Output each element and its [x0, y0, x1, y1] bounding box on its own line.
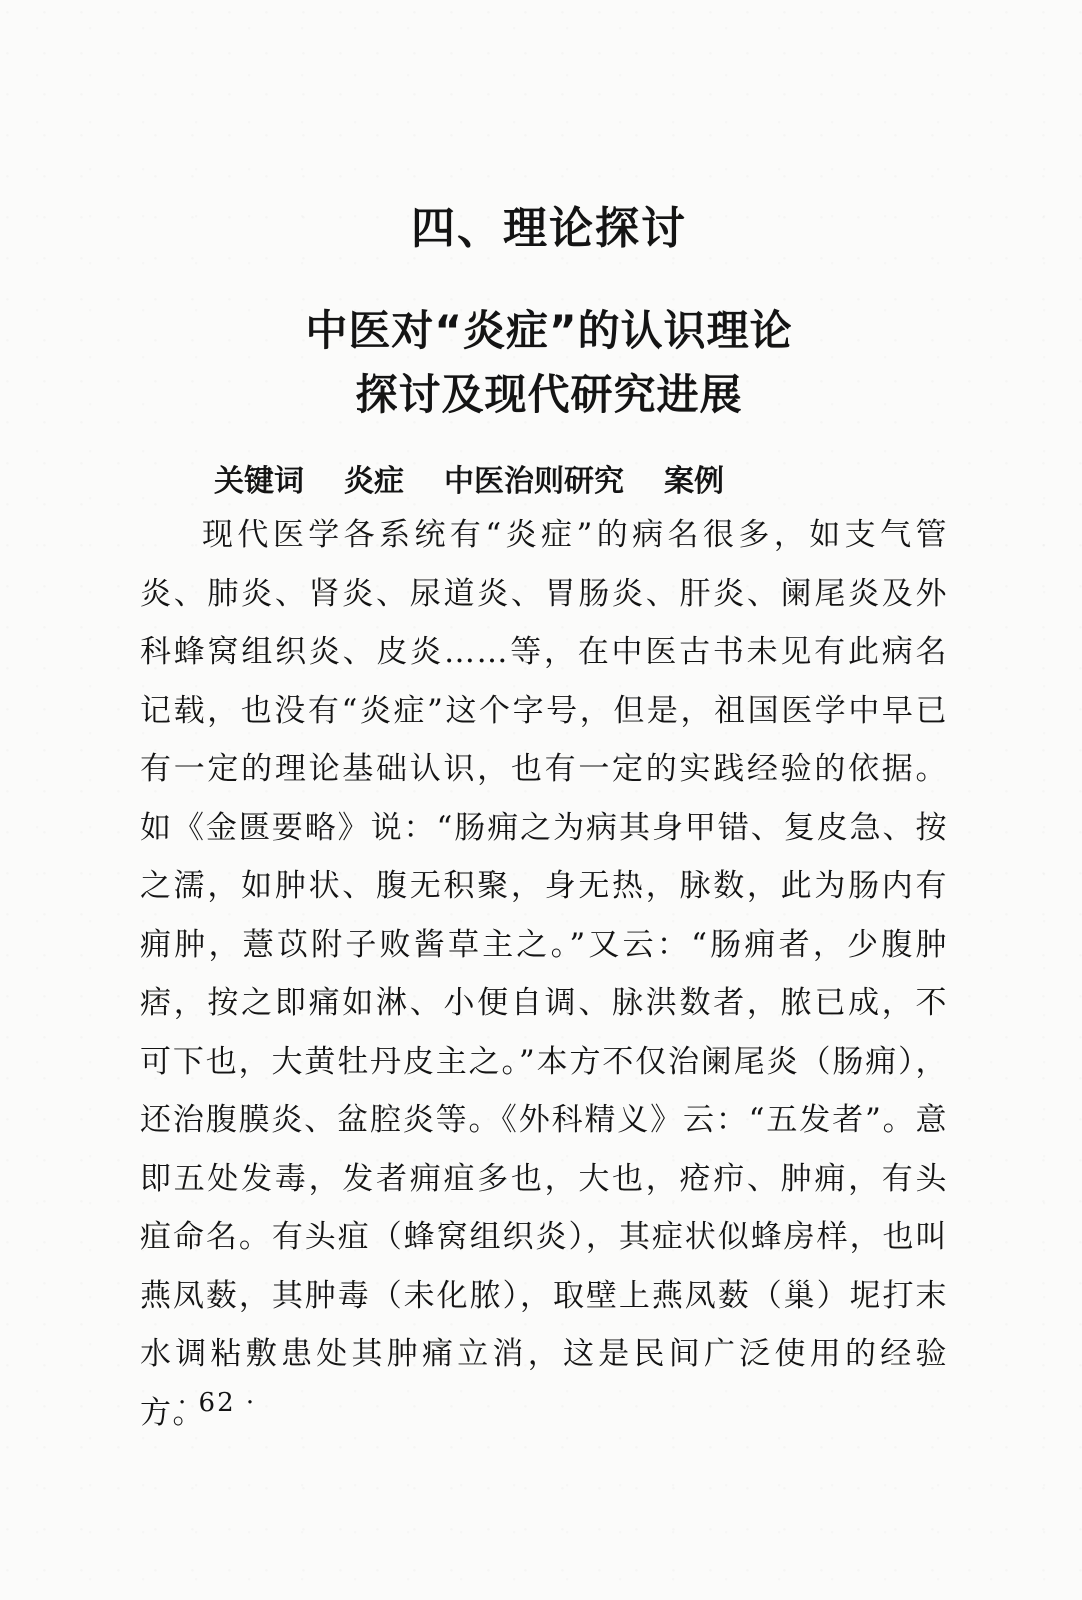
page-number: · 62 ·: [178, 1388, 257, 1418]
body-paragraph: 现代医学各系统有“炎症”的病名很多，如支气管炎、肺炎、肾炎、尿道炎、胃肠炎、肝炎、阑尾炎及外科蜂窝组织炎、皮炎……等，在中医古书未见有此病名记载，也没有“炎症”这个字号，但是，祖国医学中早已有一定的理论基础认识，也有一定的实践经验的依据。如《金匮要略》说：“肠痈之为病其身甲错、复皮急、按之濡，如肿状、腹无积聚，身无热，脉数，此为肠内有痈肿，薏苡附子败酱草主之。”又云：“肠痈者，少腹肿痞，按之即痛如淋、小便自调、脉洪数者，脓已成，不可下也，大黄牡丹皮主之。”本方不仅治阑尾炎（肠痈），还治腹膜炎、盆腔炎等。《外科精义》云：“五发者”。意即五处发毒，发者痈疽多也，大也，疮疖、肿痈，有头疽命名。有头疽（蜂窝组织炎），其症状似蜂房样，也叫燕凤薮，其肿毒（未化脓），取壁上燕凤薮（巢）坭打末水调粘敷患处其肿痛立消，这是民间广泛使用的经验方。: [140, 517, 948, 1431]
article-title-line-1: 中医对“炎症”的认识理论: [305, 306, 793, 355]
article-title-line-2: 探讨及现代研究进展: [355, 370, 743, 419]
keywords-line: [214, 456, 764, 500]
keyword-item: 中医治则研究: [444, 464, 624, 499]
keyword-item: 案例: [664, 464, 724, 499]
section-title: 四、理论探讨: [411, 203, 687, 254]
keyword-item: 炎症: [344, 464, 404, 499]
keywords-label: 关键词: [214, 464, 304, 499]
